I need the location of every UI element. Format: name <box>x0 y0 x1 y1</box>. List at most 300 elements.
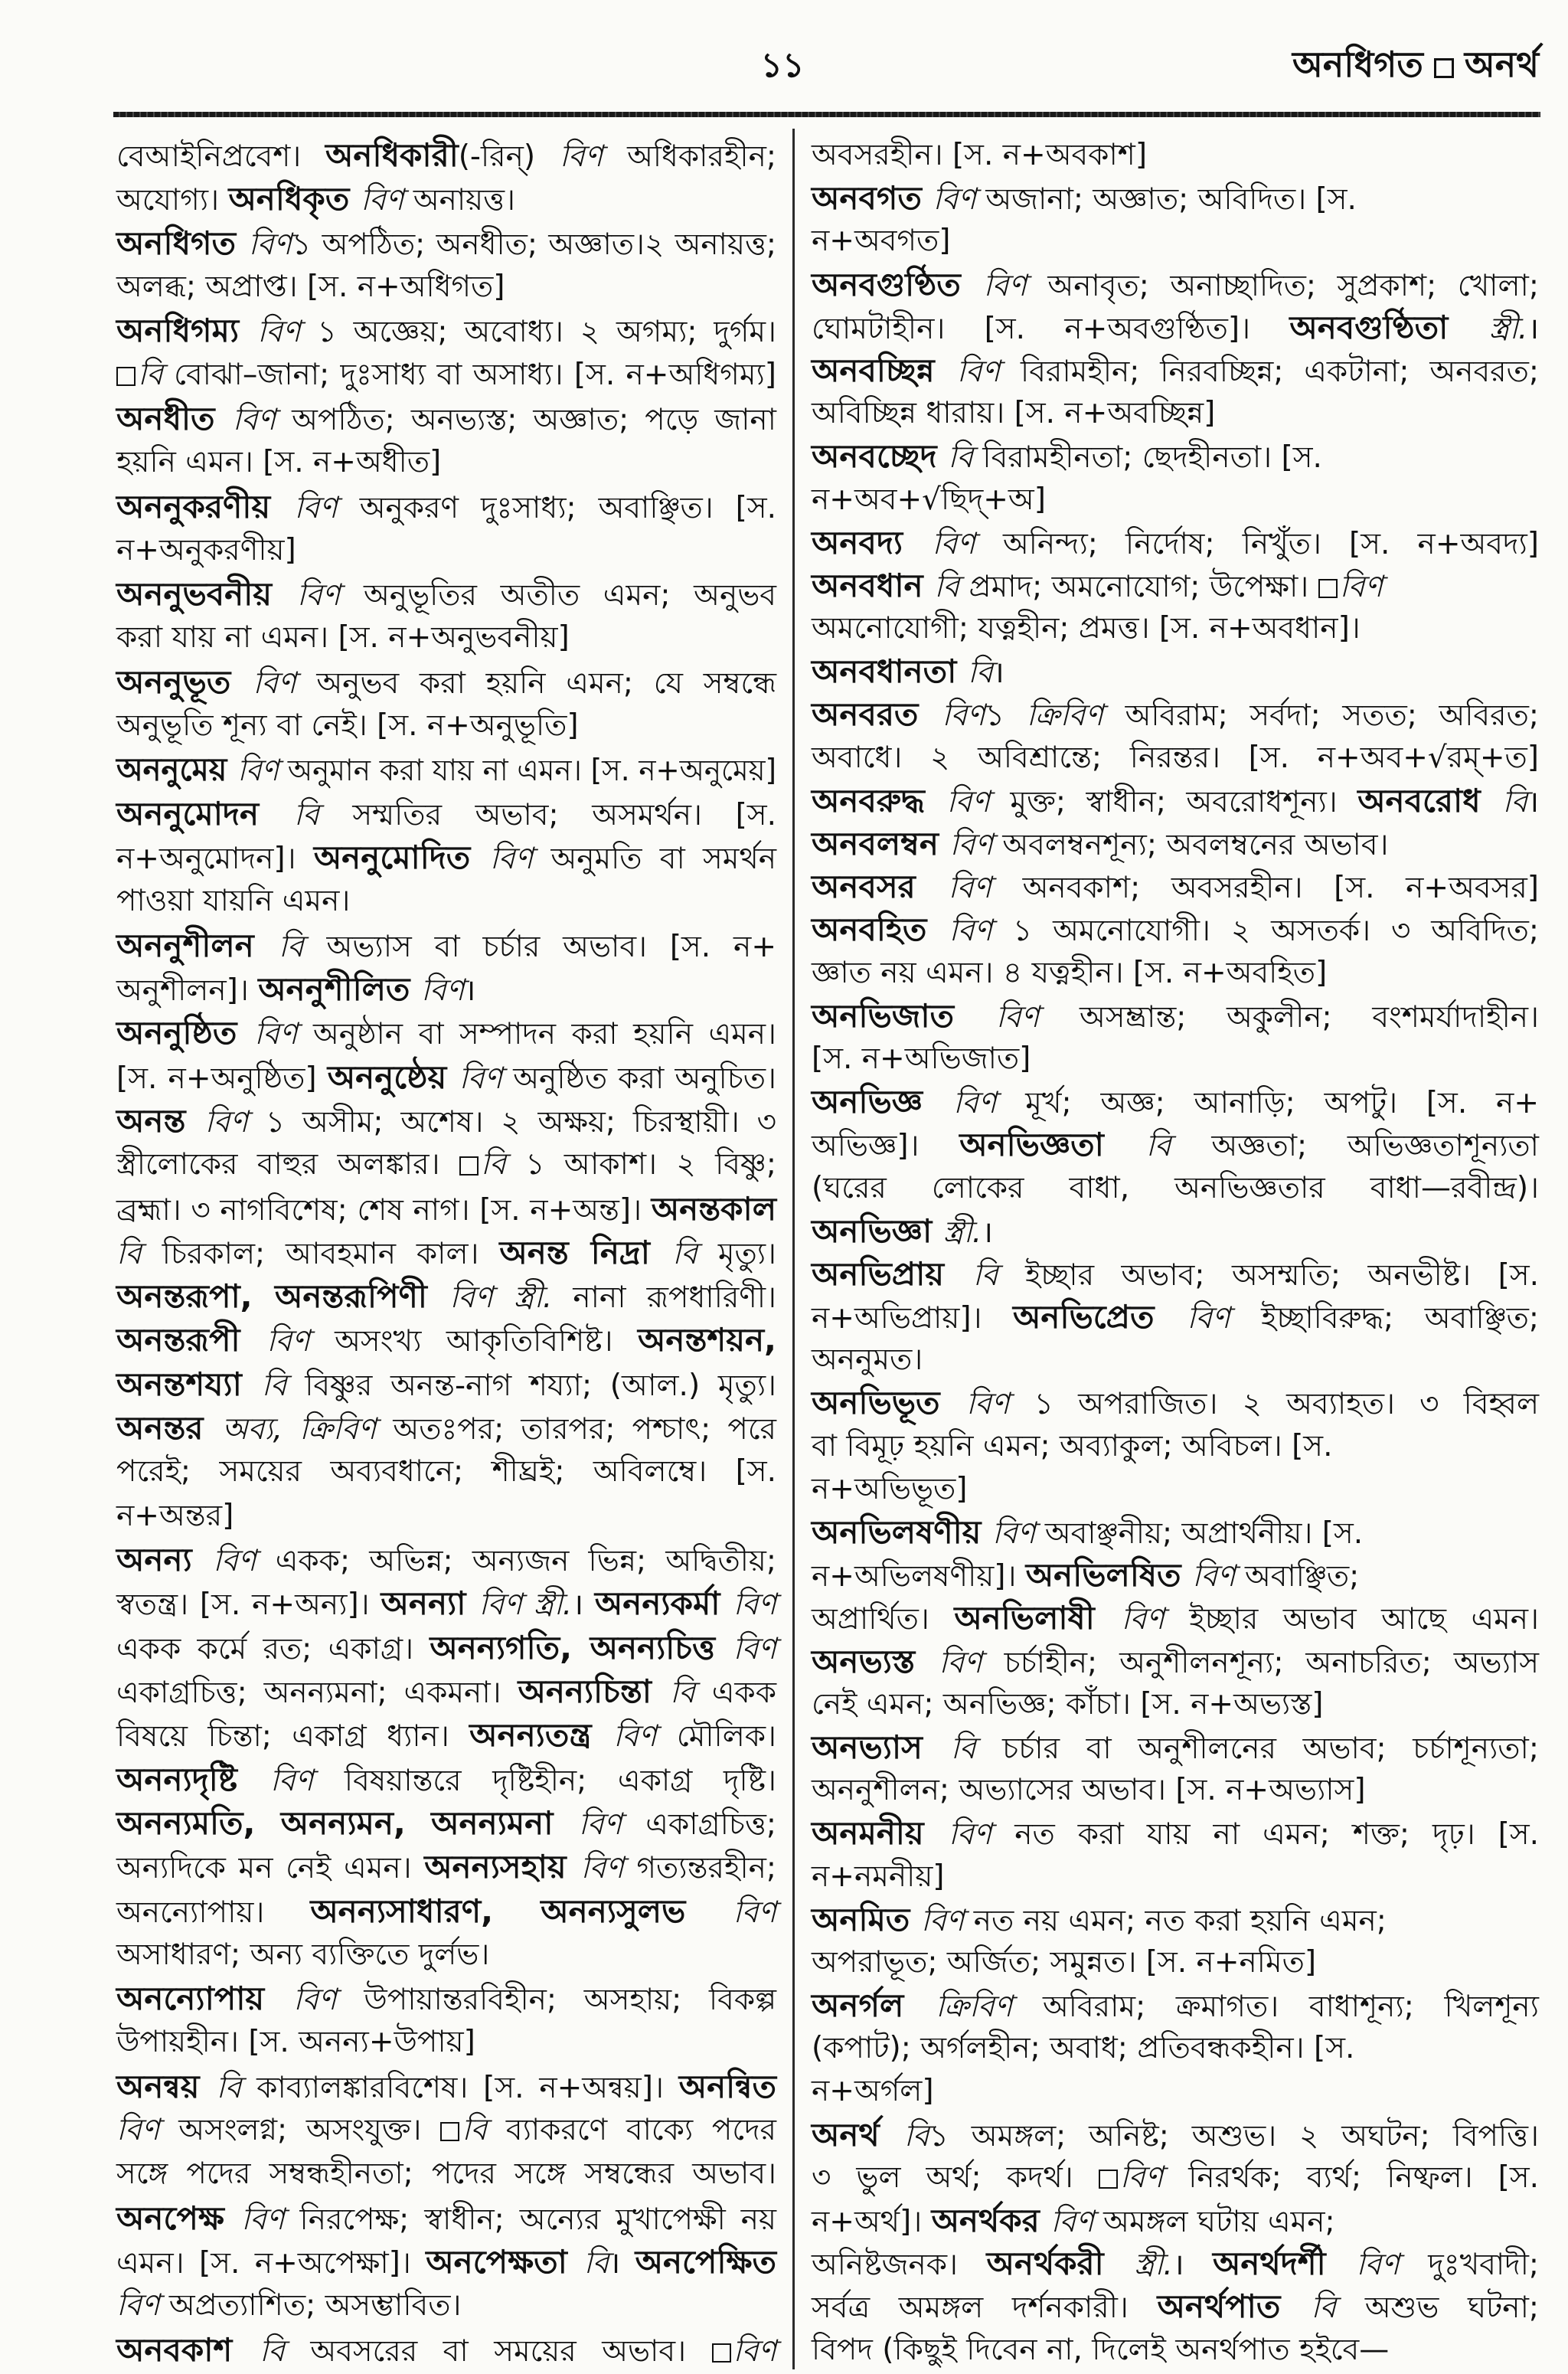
square-icon <box>712 2343 731 2363</box>
entry-line-text <box>812 1684 1324 1725</box>
entry-line-text <box>812 135 1147 176</box>
entry-line <box>116 310 776 352</box>
headword: অনভ্যস্ত <box>812 1642 939 1680</box>
entry-line <box>812 1254 1539 1295</box>
entry-line-text <box>116 1100 776 1143</box>
entry-line-text <box>812 1942 1316 1983</box>
pos-label: বি <box>672 1236 718 1271</box>
entry-line-text <box>812 522 1539 565</box>
pos-label: বিণ <box>1187 1301 1262 1336</box>
entry-text: । <box>464 973 476 1008</box>
headword: অনন্য <box>116 1541 214 1578</box>
entry-line <box>812 866 1539 907</box>
entry-line-text <box>116 2330 776 2372</box>
entry-line <box>812 780 1539 822</box>
entry-text: অবাঞ্ছিত; <box>1245 1559 1360 1594</box>
entry-line <box>812 436 1539 477</box>
headword: অনধিগত <box>116 224 249 262</box>
entry-line-text <box>116 749 776 792</box>
entry-line <box>812 1426 1539 1467</box>
headword: অননুকরণীয় <box>116 487 295 525</box>
entry-line-text <box>116 1276 776 1319</box>
entry-text: পরেই; সময়ের অব্যবধানে; শীঘ্রই; অবিলম্বে। [স. <box>116 1454 776 1489</box>
entry-text: জ্ঞাত নয় এমন। ৪ যত্নহীন। [স. ন+অবহিত] <box>812 955 1328 990</box>
entry-line-text <box>812 1124 1539 1167</box>
entry-line <box>116 1012 776 1054</box>
entry-line-text <box>812 393 1215 434</box>
entry-line-text <box>812 1038 1031 1080</box>
headword: অননুমোদন <box>116 794 294 832</box>
headword: অনন্তরূপী <box>116 1321 267 1359</box>
pos-label: স্ত্রী. <box>942 1215 982 1250</box>
entry-text: । <box>609 2246 635 2281</box>
pos-label: বিণ <box>578 1807 646 1842</box>
headword: অননুভবনীয় <box>116 575 297 613</box>
square-icon <box>440 2122 459 2141</box>
entry-line-text <box>812 1469 968 1510</box>
entry-text: বিষ্ণুর অনন্ত-নাগ শয্যা; (আল.) মৃত্যু। <box>305 1368 776 1403</box>
entry-line <box>812 1555 1539 1596</box>
entry-line-text <box>812 1555 1359 1597</box>
entry-text: অবসরের বা সময়ের অভাব। <box>310 2333 712 2369</box>
headword: অনভিলষণীয় <box>812 1513 992 1551</box>
entry-line <box>812 1512 1539 1553</box>
entry-line-text <box>812 651 1004 694</box>
entry-line-text <box>116 793 776 836</box>
entry-line-text <box>116 1583 776 1626</box>
headword: অনবহিত <box>812 911 949 949</box>
entry-line <box>116 1671 776 1712</box>
entry-text: অধিকারহীন; <box>627 139 777 174</box>
entry-text: অসংলগ্ন; অসংযুক্ত। <box>178 2113 441 2148</box>
entry-text: । <box>1527 784 1540 819</box>
entry-line-text <box>116 2242 776 2284</box>
entry-text: একাগ্রচিত্ত; অনন্যমনা; একমনা। <box>116 1675 518 1710</box>
headword: অনর্থকরী <box>986 2245 1135 2283</box>
entry-line <box>116 135 776 176</box>
entry-line-text <box>812 1382 1539 1425</box>
pos-label: বি <box>1502 784 1528 819</box>
entry-line-text <box>116 662 776 705</box>
entry-line-text <box>116 1891 776 1934</box>
headword: অনভিজাত <box>812 996 996 1035</box>
pos-label: অব্য, ক্রিবিণ <box>221 1412 394 1447</box>
pos-label: বি <box>462 2113 506 2148</box>
pos-label: বি <box>948 440 983 476</box>
headword: অনবদ্য <box>812 523 933 561</box>
pos-label: বিণ <box>733 1588 777 1623</box>
entry-text: ১ অজ্ঞেয়; অবোধ্য। ২ অগম্য; দুর্গম। <box>317 315 776 350</box>
headword: অননুমেয় <box>116 750 238 789</box>
entry-text: উপায়ান্তরবিহীন; অসহায়; বিকল্প <box>364 1983 776 2018</box>
square-icon <box>1318 579 1338 598</box>
headword: অনভিপ্রেত <box>1013 1298 1187 1336</box>
square-icon <box>459 1156 479 1176</box>
headword: অনর্থদর্শী <box>1213 2245 1357 2283</box>
entry-line <box>116 530 776 571</box>
entry-line <box>812 178 1539 219</box>
pos-label: বি <box>278 929 327 964</box>
headword: অনন্তরূপা, অনন্তরূপিণী <box>116 1277 450 1316</box>
entry-text: অনুভূতি শূন্য বা নেই। [স. ন+অনুভূতি] <box>116 708 579 744</box>
entry-text: অজ্ঞতা; অভিজ্ঞতাশূন্যতা <box>1211 1129 1539 1164</box>
pos-label: বিণ <box>116 2113 179 2148</box>
entry-line <box>812 1770 1539 1811</box>
entry-line <box>116 1846 776 1888</box>
entry-line <box>812 2071 1539 2112</box>
entry-text: নিরপেক্ষ; স্বাধীন; অন্যের মুখাপেক্ষী নয় <box>299 2202 777 2237</box>
entry-line <box>116 574 776 615</box>
entry-text: নত করা যায় না এমন; শক্ত; দৃঢ়। [স. <box>1014 1817 1540 1852</box>
entry-text: অবাধে। ২ অবিশ্রান্তে; নিরন্তর। [স. ন+অব+√রম্+ত] <box>812 740 1539 775</box>
entry-line-text <box>116 1627 776 1670</box>
headword: অনভিভূত <box>812 1384 966 1422</box>
entry-line-text <box>812 264 1539 307</box>
entry-text: অনায়ত্ত। <box>413 183 515 218</box>
headword: অনন্যা <box>381 1584 479 1623</box>
entry-line-text <box>812 2028 1354 2069</box>
entry-text: অপরাভূত; অর্জিত; সমুন্নত। [স. ন+নমিত] <box>812 1944 1317 1980</box>
entry-text: ১ অপঠিত; অনধীত; অজ্ঞাত।২ অনায়ত্ত; <box>292 227 776 262</box>
entry-text: অমনোযোগী; যত্নহীন; প্রমত্ত। [স. ন+অবধান]। <box>812 611 1361 646</box>
entry-line <box>812 1641 1539 1682</box>
entry-text: মৃত্যু। <box>717 1236 776 1271</box>
entry-line <box>812 565 1539 607</box>
entry-line <box>812 1856 1539 1898</box>
pos-label: বি <box>116 1236 162 1271</box>
entry-text: অবিরাম; ক্রমাগত। বাধাশূন্য; খিলশূন্য <box>1043 1990 1539 2025</box>
entry-line <box>116 2022 776 2063</box>
entry-text: অবিরাম; সর্বদা; সতত; অবিরত; <box>1125 698 1539 734</box>
headword: অনর্গল <box>812 1987 936 2025</box>
pos-label: বিণ স্ত্রী. <box>449 1280 573 1316</box>
entry-text: ন+নমনীয়] <box>812 1859 945 1894</box>
entry-text: নত নয় এমন; নত করা হয়নি এমন; <box>973 1903 1387 1938</box>
pos-label: স্ত্রী. <box>1488 311 1528 346</box>
entry-line-text <box>116 705 579 747</box>
entry-line <box>116 1276 776 1317</box>
headword: অনন্ত <box>116 1101 205 1140</box>
headword: অননুমোদিত <box>313 839 490 876</box>
headword: অনধিকৃত <box>228 180 361 218</box>
pos-label: বিণ <box>293 1983 364 2018</box>
entry-line <box>116 2110 776 2151</box>
entry-text: [স. ন+অনুষ্ঠিত] <box>116 1061 328 1096</box>
entry-text: অপ্রার্থিত। <box>812 1602 955 1637</box>
entry-line-text <box>116 2066 776 2109</box>
entry-line-text <box>116 837 776 880</box>
entry-text: ইচ্ছাবিরুদ্ধ; অবাঞ্ছিত; <box>1261 1301 1539 1336</box>
entry-line <box>812 2200 1539 2242</box>
entry-line-text <box>116 486 776 529</box>
headword: অনবরুদ্ধ <box>812 781 947 819</box>
entry-line-text <box>116 178 515 221</box>
entry-line-text <box>812 178 1357 221</box>
pos-label: বিণ <box>949 914 1013 949</box>
entry-line <box>812 1597 1539 1639</box>
pos-label: বিণ <box>1192 1559 1245 1594</box>
entry-line <box>116 2330 776 2371</box>
headword: অনপেক্ষতা <box>426 2243 584 2281</box>
entry-line <box>812 1211 1539 1252</box>
entry-line <box>812 1081 1539 1123</box>
entry-text: ঘোমটাহীন। [স. ন+অবগুণ্ঠিত]। <box>812 311 1290 346</box>
entry-line-text <box>812 2243 1539 2286</box>
entry-line <box>116 749 776 790</box>
entry-line <box>812 1899 1539 1941</box>
entry-line <box>812 823 1539 865</box>
entry-text: ইচ্ছার অভাব; অসম্মতি; অনভীষ্ট। [স. <box>1025 1257 1539 1293</box>
entry-line-text <box>116 881 350 922</box>
pos-label: বিণ <box>983 268 1048 303</box>
entry-line-text <box>116 2285 461 2327</box>
entry-text: পাওয়া যায়নি এমন। <box>116 884 351 919</box>
entry-text: অননুমত। <box>812 1342 923 1378</box>
entry-text: ১ আকাশ। ২ বিষ্ণু; <box>525 1147 777 1182</box>
entry-line-text <box>116 2198 776 2241</box>
entry-line-text <box>116 530 296 571</box>
entry-text: বিষয়ান্তরে দৃষ্টিহীন; একাগ্র দৃষ্টি। <box>344 1763 776 1798</box>
entry-line-text <box>812 694 1539 737</box>
headword: অনবলম্বন <box>812 825 950 862</box>
entry-text: অনুকরণ দুঃসাধ্য; অবাঞ্ছিত। [স. <box>359 490 776 525</box>
entry-line <box>812 393 1539 434</box>
entry-text: অযোগ্য। <box>116 183 229 218</box>
headword: অননুষ্ঠেয় <box>327 1058 459 1096</box>
headword: অনন্ত নিদ্রা <box>499 1233 673 1271</box>
entry-line <box>116 617 776 659</box>
pos-label: বিণ <box>991 1516 1045 1551</box>
entry-line <box>116 1408 776 1449</box>
entry-text: অনুভূতির অতীত এমন; অনুভব <box>364 578 777 613</box>
entry-line-text <box>116 1759 776 1802</box>
entry-text: স্বতন্ত্র। [স. ন+অন্য]। <box>116 1588 381 1623</box>
entry-text: অবাঞ্ছনীয়; অপ্রার্থনীয়। [স. <box>1044 1516 1364 1551</box>
pos-label: বি <box>967 656 993 691</box>
square-icon <box>1099 2170 1118 2189</box>
entry-line-text <box>812 221 950 262</box>
entry-line-text <box>812 1856 945 1898</box>
entry-line-text <box>116 1846 776 1889</box>
pos-label: বিণ <box>995 999 1080 1035</box>
entry-line <box>812 522 1539 564</box>
headword: অনধিকারী <box>325 136 459 174</box>
entry-text: একাগ্রচিত্ত; <box>645 1807 777 1842</box>
pos-label: বিণ <box>942 698 985 734</box>
entry-line <box>812 307 1539 348</box>
entry-text: অমঙ্গল ঘটায় এমন; <box>1103 2205 1335 2239</box>
entry-line-text <box>116 1803 776 1846</box>
entry-line-text <box>812 2071 934 2112</box>
entry-text: চিরকাল; আবহমান কাল। <box>162 1236 500 1271</box>
entry-text: অপ্রত্যাশিত; অসম্ভাবিত। <box>168 2288 462 2323</box>
entry-line <box>116 1364 776 1405</box>
entry-text: । <box>572 1588 595 1623</box>
headword: অনমিত <box>812 1900 921 1938</box>
entry-line-text <box>116 1012 776 1055</box>
guide-word-first: অনধিগত <box>1292 44 1423 85</box>
entry-line <box>116 1057 776 1098</box>
entry-line-text <box>116 355 776 396</box>
entry-line-text <box>116 617 570 659</box>
entry-line <box>812 996 1539 1037</box>
pos-label: বিণ <box>613 1719 677 1754</box>
entry-line-text <box>116 398 776 441</box>
entry-text: কাব্যালঙ্কারবিশেষ। [স. ন+অন্বয়]। <box>256 2070 679 2105</box>
entry-line-text <box>812 1339 923 1381</box>
entry-line-text <box>812 780 1539 823</box>
headword: অনবকাশ <box>116 2330 260 2369</box>
entry-line-text <box>812 479 1046 521</box>
headword: অননুশীলিত <box>258 970 422 1008</box>
headword: অনর্থ <box>812 2115 904 2153</box>
entry-text: মুক্ত; স্বাধীন; অবরোধশূন্য। <box>1010 784 1358 819</box>
entry-line-text <box>812 866 1539 909</box>
entry-line-text <box>812 1641 1539 1684</box>
headword: অনবধান <box>812 566 935 604</box>
pos-label: বিণ <box>296 578 364 613</box>
entry-line-text <box>116 1934 489 1976</box>
entry-text: অসম্ভ্রান্ত; অকুলীন; বংশমর্যাদাহীন। <box>1079 999 1539 1035</box>
entry-text: অবিচ্ছিন্ন ধারায়। [স. ন+অবচ্ছিন্ন] <box>812 396 1216 431</box>
entry-line-text <box>116 1319 776 1362</box>
entry-text: অনুষ্ঠিত করা অনুচিত। <box>513 1061 776 1096</box>
entry-text: অননুশীলন; অভ্যাসের অভাব। [স. ন+অভ্যাস] <box>812 1773 1366 1808</box>
entry-text: [স. ন+অভিজাত] <box>812 1041 1031 1076</box>
headword: অনবগত <box>812 179 933 217</box>
square-icon <box>116 367 136 386</box>
pos-label: বিণ <box>232 402 292 437</box>
headword: অনন্যোপায় <box>116 1980 294 2018</box>
pos-label: বিণ <box>459 1061 514 1096</box>
entry-line-text <box>812 2286 1539 2329</box>
entry-text: ন+অবগত] <box>812 224 951 259</box>
entry-text: বিরামহীনতা; ছেদহীনতা। [স. <box>982 440 1322 476</box>
entry-line <box>812 264 1539 306</box>
entry-text: করা যায় না এমন। [স. ন+অনুভবনীয়] <box>116 620 570 656</box>
entry-text: এমন। [স. ন+অপেক্ষা]। <box>116 2246 426 2281</box>
entry-line-text <box>812 307 1539 350</box>
entry-line-text <box>116 223 776 266</box>
entry-line <box>116 1583 776 1624</box>
entry-text: অনুমতি বা সমর্থন <box>550 842 776 876</box>
headword: অনন্যসহায় <box>424 1848 581 1886</box>
entry-text: ৩ ভুল অর্থ; কদর্থ। <box>812 2160 1099 2195</box>
pos-label: বিণ <box>237 754 288 789</box>
entry-line-text <box>812 1254 1539 1297</box>
pos-label: বি <box>934 569 969 604</box>
entry-line <box>116 2242 776 2283</box>
headword: অনভিজ্ঞা <box>812 1212 943 1250</box>
entry-line <box>116 1144 776 1185</box>
entry-text: । <box>1527 311 1540 346</box>
entry-line-text <box>812 953 1327 994</box>
entry-line <box>116 355 776 396</box>
entry-line-text <box>116 2110 776 2151</box>
entry-line <box>116 1803 776 1844</box>
headword: অনবধানতা <box>812 652 968 691</box>
pos-label: বিণ <box>920 1903 974 1938</box>
entry-text: (কপাট); অর্গলহীন; অবাধ; প্রতিবন্ধকহীন। [স. <box>812 2031 1355 2066</box>
entry-line <box>812 1168 1539 1209</box>
entry-line <box>812 1985 1539 2026</box>
pos-label: বিণ স্ত্রী. <box>479 1588 573 1623</box>
pos-label: বিণ <box>953 1086 1026 1121</box>
entry-line <box>812 479 1539 521</box>
headword: অনভিলষিত <box>1025 1556 1193 1594</box>
entry-line <box>116 969 776 1010</box>
entry-line <box>116 837 776 878</box>
entry-line <box>812 2243 1539 2284</box>
entry-line-text <box>116 1496 234 1537</box>
headword: অনবসর <box>812 868 949 906</box>
pos-label: ক্রিবিণ <box>1026 698 1125 734</box>
headword: অনন্যগতি, অনন্যচিত্ত <box>430 1628 733 1666</box>
header-rule <box>113 112 1540 117</box>
pos-label: বিণ <box>948 871 1023 906</box>
entry-line <box>812 1469 1539 1510</box>
entry-line-text <box>116 925 776 968</box>
entry-text: ন+অর্গল] <box>812 2074 934 2109</box>
entry-text: অভিজ্ঞ]। <box>812 1129 960 1164</box>
entry-line <box>116 1891 776 1932</box>
pos-label: বি <box>259 2333 311 2369</box>
entry-line <box>116 1189 776 1230</box>
entry-line-text <box>116 1715 776 1758</box>
pos-label: বিণ <box>421 973 465 1008</box>
headword: অনধীত <box>116 399 233 437</box>
entry-text: নানা রূপধারিণী। <box>573 1280 776 1316</box>
entry-text: নেই এমন; অনভিজ্ঞ; কাঁচা। [স. ন+অভ্যস্ত] <box>812 1686 1324 1722</box>
entry-line <box>116 1934 776 1976</box>
entry-text: অবসরহীন। [স. ন+অবকাশ] <box>812 138 1148 172</box>
entry-text: অশুভ ঘটনা; <box>1364 2291 1540 2326</box>
entry-line-text <box>116 1539 776 1582</box>
entry-line-text <box>812 737 1539 779</box>
page-number: ১১ <box>760 46 805 85</box>
headword: অনন্বয় <box>116 2067 217 2105</box>
entry-line-text <box>812 996 1539 1038</box>
entry-line-text <box>116 1978 776 2021</box>
pos-label: বিণ <box>939 1645 1004 1680</box>
entry-text: ১ অমনোযোগী। ২ অসতর্ক। ৩ অবিদিত; <box>1012 914 1539 949</box>
entry-line <box>812 1813 1539 1854</box>
entry-line <box>116 1496 776 1537</box>
headword: অনমনীয় <box>812 1814 949 1852</box>
headword: অনধিগম্য <box>116 312 258 350</box>
headword: অনন্যসাধারণ, অনন্যসুলভ <box>310 1892 733 1930</box>
column-divider <box>792 129 795 2369</box>
entry-line <box>116 1232 776 1274</box>
entry-text: ১ অসীম; অশেষ। ২ অক্ষয়; চিরস্থায়ী। ৩ <box>265 1104 777 1140</box>
pos-label: বিণ <box>948 1817 1015 1852</box>
entry-line <box>116 2285 776 2327</box>
entry-line-text <box>812 1211 993 1254</box>
pos-label: বিণ <box>257 315 318 350</box>
entry-text: অনন্যোপায়। <box>116 1895 311 1930</box>
pos-label: বিণ <box>965 1387 1034 1422</box>
entry-text: অলব্ধ; অপ্রাপ্ত। [স. ন+অধিগত] <box>116 269 505 304</box>
entry-text: বিষয়ে চিন্তা; একাগ্র ধ্যান। <box>116 1719 470 1754</box>
entry-line-text <box>812 1770 1366 1811</box>
headword: অনবচ্ছিন্ন <box>812 351 957 389</box>
entry-text: (ঘরের লোকের বাধা, অনভিজ্ঞতার বাধা—রবীন্দ্র)। <box>812 1170 1539 1205</box>
headword: অনবগুণ্ঠিত <box>812 265 984 303</box>
pos-label: বিণ <box>946 784 1011 819</box>
entry-line <box>116 267 776 308</box>
entry-line <box>116 793 776 835</box>
entry-line-text <box>812 1297 1539 1339</box>
